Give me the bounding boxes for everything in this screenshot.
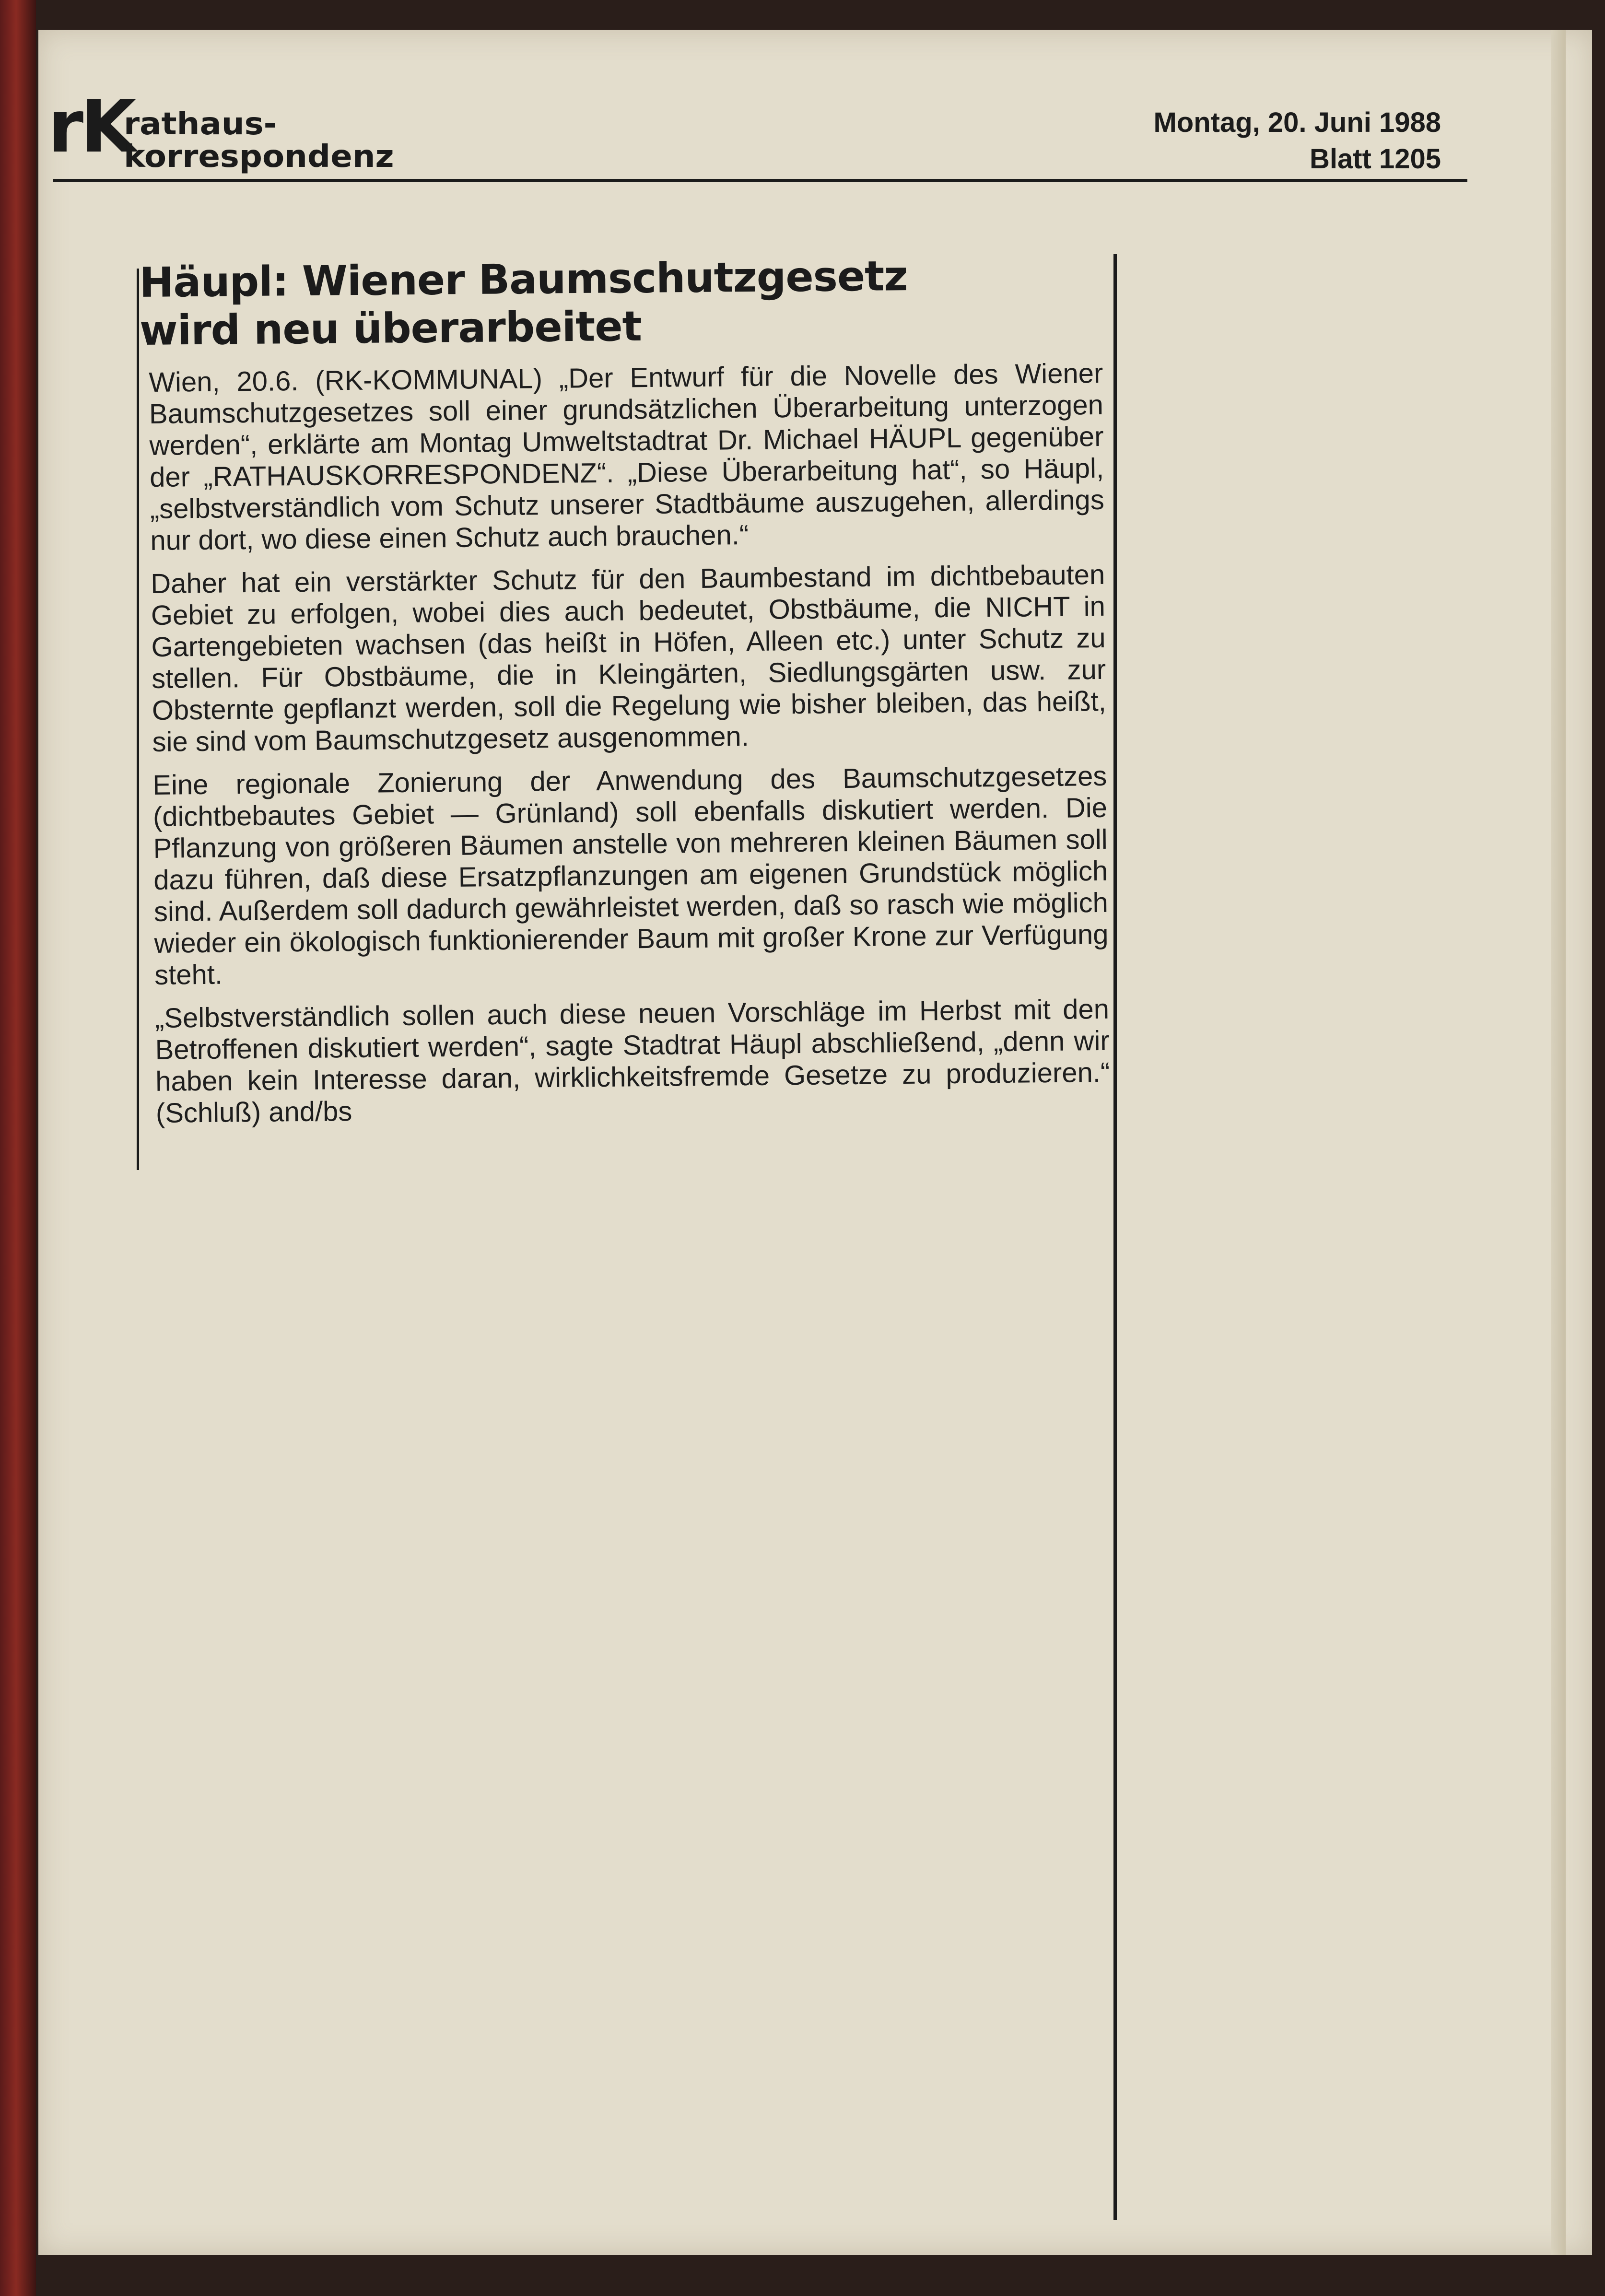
headline-line-1: Häupl: Wiener Baumschutzgesetz bbox=[139, 252, 908, 307]
binding-edge bbox=[0, 0, 36, 2296]
issue-date: Montag, 20. Juni 1988 bbox=[1153, 107, 1441, 138]
sheet-number: Blatt 1205 bbox=[1309, 143, 1441, 175]
headline-line-2: wird neu überarbeitet bbox=[139, 302, 642, 355]
paragraph: Eine regionale Zonierung der Anwendung des Baumschutzgesetzes (dichtbebautes Gebiet — Grünland) soll ebenfalls diskutiert werden. Die Pflanzung von größeren Bäumen anstelle von mehreren kleinen Bäumen soll dazu führen, daß diese Ersatzpflanzungen am eigenen Grundstück möglich sind. Außerdem soll dadurch gewährleistet werden, daß so rasch wie möglich wieder ein ökologisch funktionierender Baum mit großer Krone zur Verfügung steht. bbox=[152, 760, 1109, 991]
article-right-rule bbox=[1113, 254, 1117, 2220]
paragraph: „Selbstverständlich sollen auch diese neuen Vorschläge im Herbst mit den Betroffenen diskutiert werden“, sagte Stadtrat Häupl abschließend, „denn wir haben kein Interesse daran, wirklichkeitsfremde Gesetze zu produzieren.“ (Schluß) and/bs bbox=[154, 993, 1110, 1129]
paragraph: Daher hat ein verstärkter Schutz für den Baumbestand im dichtbebauten Gebiet zu erfolgen, wobei dies auch bedeutet, Obstbäume, die NICHT in Gartengebieten wachsen (das heißt in Höfen, Alleen etc.) unter Schutz zu stellen. Für Obstbäume, die in Kleingärten, Siedlungsgärten usw. zur Obsternte gepflanzt werden, soll die Regelung wie bisher bleiben, das heißt, sie sind vom Baumschutzgesetz ausgenommen. bbox=[151, 559, 1107, 758]
article-left-rule bbox=[137, 269, 139, 1170]
header-divider bbox=[53, 179, 1467, 182]
logo-line-1: rathaus- bbox=[124, 106, 277, 142]
logo-mark: rK bbox=[48, 85, 134, 169]
article-headline bbox=[139, 252, 908, 355]
paragraph: Wien, 20.6. (RK-KOMMUNAL) „Der Entwurf für die Novelle des Wiener Baumschutzgesetzes soll einer grundsätzlichen Überarbeitung unterzogen werden“, erklärte am Montag Umweltstadtrat Dr. Michael HÄUPL gegenüber der „RATHAUSKORRESPONDENZ“. „Diese Überarbeitung hat“, so Häupl, „selbstverständlich vom Schutz unserer Stadtbäume auszugehen, allerdings nur dort, wo diese einen Schutz auch brauchen.“ bbox=[149, 357, 1105, 556]
header-meta bbox=[1153, 105, 1441, 177]
article-body bbox=[149, 358, 1110, 1141]
page-edge bbox=[1551, 30, 1566, 2255]
logo-text bbox=[124, 108, 394, 173]
logo-line-2: korrespondenz bbox=[124, 139, 394, 175]
